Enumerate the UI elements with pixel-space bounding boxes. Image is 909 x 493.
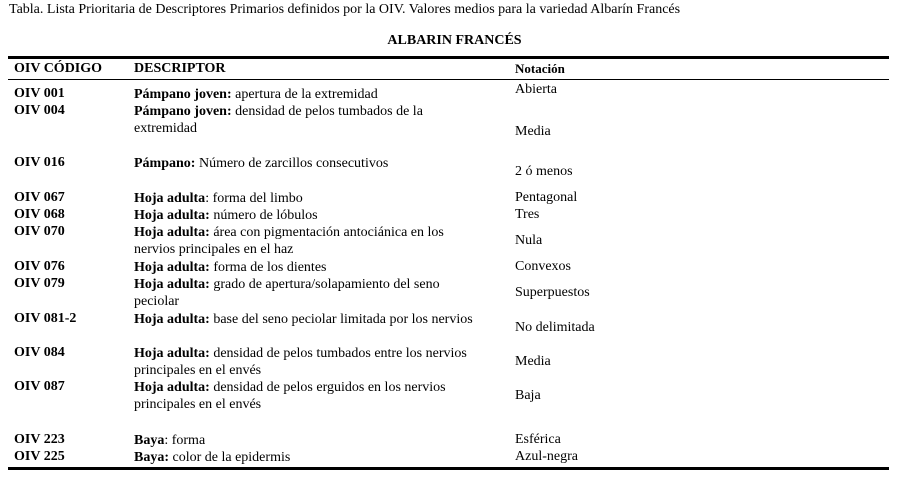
descriptor-text: forma de los dientes <box>209 260 327 275</box>
row-descriptor <box>134 379 484 413</box>
descriptor-label: Pámpano joven: <box>134 87 232 102</box>
descriptor-label: Hoja adulta: <box>134 208 210 223</box>
descriptor-text: base del seno peciolar limitada por los nervios <box>209 312 473 327</box>
descriptor-text: Número de zarcillos consecutivos <box>195 156 389 171</box>
header-descriptor: DESCRIPTOR <box>134 61 226 76</box>
row-notation: Media <box>515 354 551 369</box>
descriptor-text: : forma del limbo <box>205 191 303 206</box>
descriptor-label: Hoja adulta: <box>134 277 210 292</box>
row-descriptor <box>134 155 484 172</box>
row-code: OIV 068 <box>14 207 65 222</box>
row-code: OIV 004 <box>14 103 65 118</box>
row-descriptor <box>134 259 484 276</box>
row-code: OIV 225 <box>14 449 65 464</box>
header-rule <box>8 79 889 80</box>
descriptor-text: apertura de la extremidad <box>231 87 378 102</box>
row-notation: Media <box>515 124 551 139</box>
descriptor-label: Pámpano joven: <box>134 104 232 119</box>
row-code: OIV 070 <box>14 224 65 239</box>
row-notation: Pentagonal <box>515 190 578 205</box>
row-descriptor <box>134 276 484 310</box>
row-code: OIV 081-2 <box>14 311 77 326</box>
row-notation: Esférica <box>515 432 561 447</box>
row-descriptor <box>134 103 484 137</box>
row-notation: Baja <box>515 388 541 403</box>
descriptor-text: número de lóbulos <box>209 208 318 223</box>
row-descriptor <box>134 432 484 449</box>
descriptor-label: Baya: <box>134 450 169 465</box>
row-descriptor <box>134 311 484 328</box>
row-code: OIV 016 <box>14 155 65 170</box>
row-descriptor <box>134 345 484 379</box>
row-descriptor <box>134 86 484 103</box>
row-descriptor <box>134 224 484 258</box>
descriptor-text: grado de apertura/solapamiento del seno peciolar <box>134 277 440 309</box>
variety-title: ALBARIN FRANCÉS <box>387 33 522 48</box>
row-descriptor <box>134 190 484 207</box>
descriptor-label: Hoja adulta: <box>134 380 210 395</box>
row-notation: Abierta <box>515 82 557 97</box>
row-notation: 2 ó menos <box>515 164 573 179</box>
descriptor-text: densidad de pelos tumbados entre los nervios principales en el envés <box>134 346 467 378</box>
descriptor-text: área con pigmentación antociánica en los nervios principales en el haz <box>134 225 444 257</box>
row-code: OIV 067 <box>14 190 65 205</box>
row-notation: No delimitada <box>515 320 595 335</box>
row-descriptor <box>134 207 484 224</box>
table-caption: Tabla. Lista Prioritaria de Descriptores Primarios definidos por la OIV. Valores medios para la variedad Albarín Francés <box>9 2 681 17</box>
top-rule <box>8 56 889 59</box>
header-code: OIV CÓDIGO <box>14 61 103 76</box>
row-code: OIV 076 <box>14 259 65 274</box>
descriptor-text: densidad de pelos erguidos en los nervios principales en el envés <box>134 380 446 412</box>
descriptor-text: color de la epidermis <box>169 450 291 465</box>
descriptor-label: Hoja adulta: <box>134 312 210 327</box>
descriptor-label: Hoja adulta: <box>134 346 210 361</box>
row-notation: Convexos <box>515 259 571 274</box>
row-notation: Azul-negra <box>515 449 578 464</box>
row-code: OIV 087 <box>14 379 65 394</box>
header-notation: Notación <box>515 61 565 76</box>
row-notation: Nula <box>515 233 543 248</box>
descriptor-label: Hoja adulta: <box>134 260 210 275</box>
descriptor-text: densidad de pelos tumbados de la extremidad <box>134 104 423 136</box>
row-code: OIV 223 <box>14 432 65 447</box>
descriptor-label: Hoja adulta: <box>134 225 210 240</box>
descriptor-label: Hoja adulta <box>134 191 206 206</box>
descriptor-text: : forma <box>164 433 206 448</box>
row-code: OIV 084 <box>14 345 65 360</box>
row-notation: Superpuestos <box>515 285 590 300</box>
bottom-rule <box>8 467 889 470</box>
row-code: OIV 001 <box>14 86 65 101</box>
row-notation: Tres <box>515 207 540 222</box>
descriptor-label: Pámpano: <box>134 156 196 171</box>
row-descriptor <box>134 449 484 466</box>
descriptor-label: Baya <box>134 433 165 448</box>
row-code: OIV 079 <box>14 276 65 291</box>
